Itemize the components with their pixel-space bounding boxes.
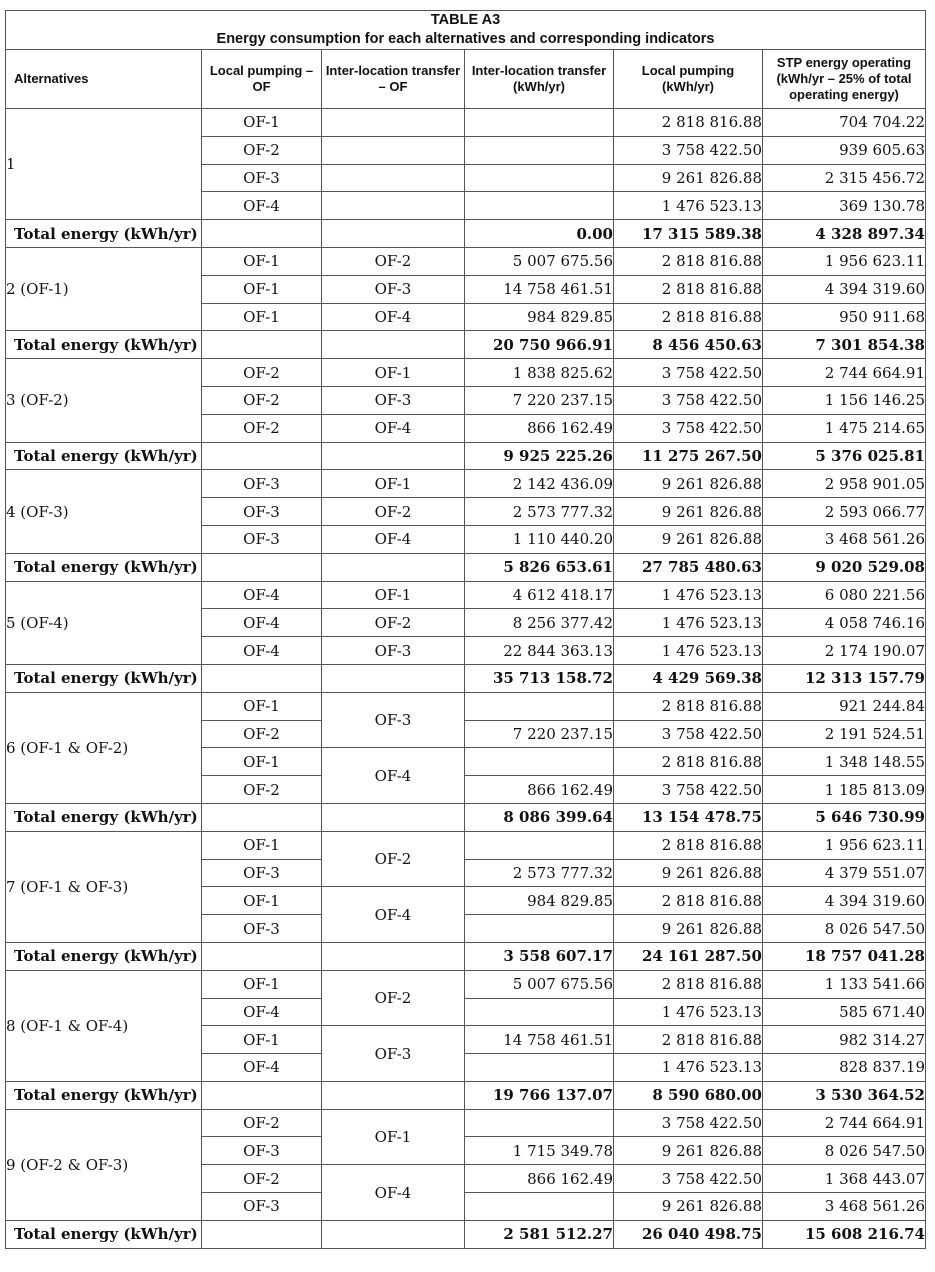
table-row: [6, 692, 926, 720]
stp-cell: 2 744 664.91: [763, 359, 926, 387]
total-label: Total energy (kWh/yr): [6, 553, 202, 581]
local-kwh-cell: 9 261 826.88: [614, 859, 763, 887]
local-kwh-cell: 2 818 816.88: [614, 831, 763, 859]
total-local-kwh-cell: 4 429 569.38: [614, 664, 763, 692]
local-pumping-of-cell: OF-1: [202, 275, 322, 303]
header-local-of: Local pumping – OF: [202, 50, 322, 109]
inter-kwh-cell: [465, 831, 614, 859]
total-local-kwh-cell: 8 456 450.63: [614, 331, 763, 359]
local-kwh-cell: 9 261 826.88: [614, 1193, 763, 1221]
total-inter-kwh-cell: 20 750 966.91: [465, 331, 614, 359]
local-kwh-cell: 1 476 523.13: [614, 192, 763, 220]
total-stp-cell: 12 313 157.79: [763, 664, 926, 692]
stp-cell: 2 958 901.05: [763, 470, 926, 498]
total-inter-kwh-cell: 0.00: [465, 220, 614, 248]
local-kwh-cell: 9 261 826.88: [614, 1137, 763, 1165]
total-local-kwh-cell: 11 275 267.50: [614, 442, 763, 470]
total-local-kwh-cell: 27 785 480.63: [614, 553, 763, 581]
inter-location-of-cell: OF-1: [322, 359, 465, 387]
alternative-cell: 2 (OF-1): [6, 247, 202, 330]
local-kwh-cell: 2 818 816.88: [614, 970, 763, 998]
inter-kwh-cell: 866 162.49: [465, 776, 614, 804]
inter-kwh-cell: 2 573 777.32: [465, 859, 614, 887]
inter-kwh-cell: 866 162.49: [465, 1165, 614, 1193]
total-stp-cell: 15 608 216.74: [763, 1220, 926, 1248]
inter-kwh-cell: 2 573 777.32: [465, 498, 614, 526]
stp-cell: 982 314.27: [763, 1026, 926, 1054]
total-stp-cell: 5 646 730.99: [763, 803, 926, 831]
local-kwh-cell: 2 818 816.88: [614, 109, 763, 137]
local-pumping-of-cell: OF-2: [202, 776, 322, 804]
local-kwh-cell: 2 818 816.88: [614, 303, 763, 331]
alternative-cell: 5 (OF-4): [6, 581, 202, 664]
stp-cell: 2 744 664.91: [763, 1109, 926, 1137]
empty-cell: [322, 942, 465, 970]
local-pumping-of-cell: OF-3: [202, 1193, 322, 1221]
inter-kwh-cell: 4 612 418.17: [465, 581, 614, 609]
stp-cell: 1 956 623.11: [763, 247, 926, 275]
inter-location-of-cell: OF-1: [322, 470, 465, 498]
inter-location-of-cell: OF-4: [322, 303, 465, 331]
local-kwh-cell: 9 261 826.88: [614, 525, 763, 553]
inter-location-of-cell: OF-4: [322, 414, 465, 442]
table-row: [6, 581, 926, 609]
inter-kwh-cell: [465, 192, 614, 220]
inter-kwh-cell: [465, 164, 614, 192]
total-row: [6, 664, 926, 692]
local-pumping-of-cell: OF-1: [202, 303, 322, 331]
table-caption: [6, 11, 926, 50]
total-label: Total energy (kWh/yr): [6, 803, 202, 831]
local-kwh-cell: 2 818 816.88: [614, 887, 763, 915]
stp-cell: 4 058 746.16: [763, 609, 926, 637]
total-label: Total energy (kWh/yr): [6, 1081, 202, 1109]
stp-cell: 369 130.78: [763, 192, 926, 220]
local-kwh-cell: 3 758 422.50: [614, 386, 763, 414]
inter-location-of-cell: OF-2: [322, 247, 465, 275]
total-inter-kwh-cell: 8 086 399.64: [465, 803, 614, 831]
local-pumping-of-cell: OF-3: [202, 164, 322, 192]
total-row: [6, 1220, 926, 1248]
inter-kwh-cell: 984 829.85: [465, 887, 614, 915]
inter-kwh-cell: [465, 1109, 614, 1137]
empty-cell: [202, 803, 322, 831]
inter-location-of-cell: [322, 136, 465, 164]
local-pumping-of-cell: OF-1: [202, 109, 322, 137]
local-kwh-cell: 2 818 816.88: [614, 692, 763, 720]
empty-cell: [202, 331, 322, 359]
total-inter-kwh-cell: 3 558 607.17: [465, 942, 614, 970]
table-row: [6, 359, 926, 387]
alternative-cell: 6 (OF-1 & OF-2): [6, 692, 202, 803]
inter-location-of-cell: OF-1: [322, 1109, 465, 1165]
stp-cell: 8 026 547.50: [763, 915, 926, 943]
total-stp-cell: 4 328 897.34: [763, 220, 926, 248]
inter-location-of-cell: [322, 192, 465, 220]
inter-location-of-cell: [322, 164, 465, 192]
inter-kwh-cell: 7 220 237.15: [465, 386, 614, 414]
inter-kwh-cell: [465, 915, 614, 943]
stp-cell: 4 394 319.60: [763, 275, 926, 303]
total-stp-cell: 3 530 364.52: [763, 1081, 926, 1109]
inter-kwh-cell: 5 007 675.56: [465, 247, 614, 275]
stp-cell: 828 837.19: [763, 1054, 926, 1082]
inter-location-of-cell: OF-3: [322, 692, 465, 748]
total-row: [6, 331, 926, 359]
total-stp-cell: 9 020 529.08: [763, 553, 926, 581]
inter-kwh-cell: 8 256 377.42: [465, 609, 614, 637]
local-pumping-of-cell: OF-2: [202, 359, 322, 387]
local-pumping-of-cell: OF-4: [202, 637, 322, 665]
local-pumping-of-cell: OF-1: [202, 748, 322, 776]
total-local-kwh-cell: 13 154 478.75: [614, 803, 763, 831]
inter-kwh-cell: 2 142 436.09: [465, 470, 614, 498]
alternative-cell: 9 (OF-2 & OF-3): [6, 1109, 202, 1220]
empty-cell: [322, 1081, 465, 1109]
empty-cell: [322, 553, 465, 581]
inter-location-of-cell: OF-4: [322, 748, 465, 804]
total-row: [6, 220, 926, 248]
local-pumping-of-cell: OF-3: [202, 1137, 322, 1165]
local-kwh-cell: 1 476 523.13: [614, 1054, 763, 1082]
inter-location-of-cell: OF-2: [322, 498, 465, 526]
local-pumping-of-cell: OF-2: [202, 386, 322, 414]
inter-location-of-cell: OF-4: [322, 887, 465, 943]
local-kwh-cell: 1 476 523.13: [614, 581, 763, 609]
inter-kwh-cell: 14 758 461.51: [465, 275, 614, 303]
stp-cell: 1 133 541.66: [763, 970, 926, 998]
empty-cell: [202, 553, 322, 581]
total-local-kwh-cell: 24 161 287.50: [614, 942, 763, 970]
local-kwh-cell: 9 261 826.88: [614, 164, 763, 192]
local-pumping-of-cell: OF-3: [202, 915, 322, 943]
local-pumping-of-cell: OF-2: [202, 720, 322, 748]
total-inter-kwh-cell: 5 826 653.61: [465, 553, 614, 581]
total-stp-cell: 5 376 025.81: [763, 442, 926, 470]
local-pumping-of-cell: OF-3: [202, 525, 322, 553]
table-row: [6, 470, 926, 498]
stp-cell: 8 026 547.50: [763, 1137, 926, 1165]
header-stp: STP energy operating (kWh/yr – 25% of total operating energy): [763, 50, 926, 109]
inter-location-of-cell: OF-3: [322, 1026, 465, 1082]
total-inter-kwh-cell: 2 581 512.27: [465, 1220, 614, 1248]
local-kwh-cell: 3 758 422.50: [614, 1165, 763, 1193]
empty-cell: [202, 1081, 322, 1109]
local-pumping-of-cell: OF-4: [202, 192, 322, 220]
empty-cell: [322, 1220, 465, 1248]
stp-cell: 921 244.84: [763, 692, 926, 720]
local-kwh-cell: 3 758 422.50: [614, 136, 763, 164]
stp-cell: 1 348 148.55: [763, 748, 926, 776]
local-kwh-cell: 2 818 816.88: [614, 247, 763, 275]
alternative-cell: 1: [6, 109, 202, 220]
inter-kwh-cell: [465, 1054, 614, 1082]
header-inter-kwh: Inter-location transfer (kWh/yr): [465, 50, 614, 109]
local-pumping-of-cell: OF-1: [202, 970, 322, 998]
alternative-cell: 7 (OF-1 & OF-3): [6, 831, 202, 942]
local-kwh-cell: 1 476 523.13: [614, 998, 763, 1026]
inter-kwh-cell: 1 110 440.20: [465, 525, 614, 553]
stp-cell: 2 315 456.72: [763, 164, 926, 192]
total-stp-cell: 7 301 854.38: [763, 331, 926, 359]
empty-cell: [202, 220, 322, 248]
alternative-cell: 8 (OF-1 & OF-4): [6, 970, 202, 1081]
empty-cell: [322, 331, 465, 359]
inter-location-of-cell: OF-3: [322, 637, 465, 665]
inter-kwh-cell: [465, 1193, 614, 1221]
stp-cell: 2 593 066.77: [763, 498, 926, 526]
local-pumping-of-cell: OF-4: [202, 609, 322, 637]
table-row: [6, 109, 926, 137]
empty-cell: [322, 803, 465, 831]
total-inter-kwh-cell: 19 766 137.07: [465, 1081, 614, 1109]
stp-cell: 2 191 524.51: [763, 720, 926, 748]
local-pumping-of-cell: OF-1: [202, 831, 322, 859]
stp-cell: 1 956 623.11: [763, 831, 926, 859]
header-alternatives: Alternatives: [6, 50, 202, 109]
local-pumping-of-cell: OF-2: [202, 414, 322, 442]
inter-kwh-cell: [465, 692, 614, 720]
inter-kwh-cell: [465, 998, 614, 1026]
stp-cell: 1 156 146.25: [763, 386, 926, 414]
local-pumping-of-cell: OF-1: [202, 1026, 322, 1054]
table-container: [5, 10, 925, 1249]
empty-cell: [202, 942, 322, 970]
local-pumping-of-cell: OF-1: [202, 247, 322, 275]
local-kwh-cell: 2 818 816.88: [614, 1026, 763, 1054]
total-row: [6, 553, 926, 581]
stp-cell: 4 394 319.60: [763, 887, 926, 915]
alternative-cell: 4 (OF-3): [6, 470, 202, 553]
stp-cell: 3 468 561.26: [763, 1193, 926, 1221]
inter-kwh-cell: 7 220 237.15: [465, 720, 614, 748]
total-row: [6, 1081, 926, 1109]
total-inter-kwh-cell: 35 713 158.72: [465, 664, 614, 692]
total-inter-kwh-cell: 9 925 225.26: [465, 442, 614, 470]
total-label: Total energy (kWh/yr): [6, 1220, 202, 1248]
local-kwh-cell: 9 261 826.88: [614, 915, 763, 943]
inter-location-of-cell: OF-2: [322, 970, 465, 1026]
stp-cell: 704 704.22: [763, 109, 926, 137]
local-kwh-cell: 3 758 422.50: [614, 414, 763, 442]
stp-cell: 2 174 190.07: [763, 637, 926, 665]
table-title: Energy consumption for each alternatives and corresponding indicators: [216, 31, 715, 47]
total-local-kwh-cell: 26 040 498.75: [614, 1220, 763, 1248]
stp-cell: 1 185 813.09: [763, 776, 926, 804]
empty-cell: [322, 220, 465, 248]
table-row: [6, 1109, 926, 1137]
header-local-kwh: Local pumping (kWh/yr): [614, 50, 763, 109]
local-kwh-cell: 9 261 826.88: [614, 470, 763, 498]
local-kwh-cell: 3 758 422.50: [614, 359, 763, 387]
local-pumping-of-cell: OF-2: [202, 1165, 322, 1193]
local-kwh-cell: 2 818 816.88: [614, 748, 763, 776]
energy-table: [5, 10, 926, 1249]
local-pumping-of-cell: OF-4: [202, 581, 322, 609]
local-kwh-cell: 2 818 816.88: [614, 275, 763, 303]
local-pumping-of-cell: OF-3: [202, 859, 322, 887]
table-label: TABLE A3: [430, 12, 501, 28]
inter-kwh-cell: 5 007 675.56: [465, 970, 614, 998]
local-kwh-cell: 3 758 422.50: [614, 776, 763, 804]
local-pumping-of-cell: OF-4: [202, 1054, 322, 1082]
inter-location-of-cell: OF-3: [322, 386, 465, 414]
stp-cell: 585 671.40: [763, 998, 926, 1026]
stp-cell: 939 605.63: [763, 136, 926, 164]
inter-kwh-cell: [465, 748, 614, 776]
stp-cell: 6 080 221.56: [763, 581, 926, 609]
stp-cell: 1 475 214.65: [763, 414, 926, 442]
local-pumping-of-cell: OF-3: [202, 498, 322, 526]
total-local-kwh-cell: 17 315 589.38: [614, 220, 763, 248]
local-kwh-cell: 9 261 826.88: [614, 498, 763, 526]
stp-cell: 4 379 551.07: [763, 859, 926, 887]
inter-kwh-cell: 984 829.85: [465, 303, 614, 331]
inter-location-of-cell: OF-2: [322, 831, 465, 887]
header-inter-of: Inter-location transfer – OF: [322, 50, 465, 109]
empty-cell: [202, 664, 322, 692]
inter-location-of-cell: OF-4: [322, 1165, 465, 1221]
local-kwh-cell: 1 476 523.13: [614, 609, 763, 637]
local-kwh-cell: 1 476 523.13: [614, 637, 763, 665]
local-kwh-cell: 3 758 422.50: [614, 720, 763, 748]
alternative-cell: 3 (OF-2): [6, 359, 202, 442]
local-pumping-of-cell: OF-3: [202, 470, 322, 498]
inter-kwh-cell: 22 844 363.13: [465, 637, 614, 665]
local-pumping-of-cell: OF-2: [202, 136, 322, 164]
inter-location-of-cell: OF-3: [322, 275, 465, 303]
inter-kwh-cell: 866 162.49: [465, 414, 614, 442]
inter-kwh-cell: 14 758 461.51: [465, 1026, 614, 1054]
inter-kwh-cell: [465, 109, 614, 137]
empty-cell: [322, 442, 465, 470]
inter-kwh-cell: 1 715 349.78: [465, 1137, 614, 1165]
header-row: [6, 50, 926, 109]
inter-kwh-cell: 1 838 825.62: [465, 359, 614, 387]
total-row: [6, 803, 926, 831]
table-row: [6, 970, 926, 998]
total-label: Total energy (kWh/yr): [6, 664, 202, 692]
table-row: [6, 831, 926, 859]
local-kwh-cell: 3 758 422.50: [614, 1109, 763, 1137]
empty-cell: [322, 664, 465, 692]
empty-cell: [202, 1220, 322, 1248]
stp-cell: 3 468 561.26: [763, 525, 926, 553]
total-label: Total energy (kWh/yr): [6, 331, 202, 359]
stp-cell: 1 368 443.07: [763, 1165, 926, 1193]
total-label: Total energy (kWh/yr): [6, 442, 202, 470]
inter-location-of-cell: OF-1: [322, 581, 465, 609]
table-body: [6, 109, 926, 1249]
total-row: [6, 442, 926, 470]
total-row: [6, 942, 926, 970]
inter-kwh-cell: [465, 136, 614, 164]
inter-location-of-cell: OF-2: [322, 609, 465, 637]
empty-cell: [202, 442, 322, 470]
total-local-kwh-cell: 8 590 680.00: [614, 1081, 763, 1109]
local-pumping-of-cell: OF-4: [202, 998, 322, 1026]
table-row: [6, 247, 926, 275]
stp-cell: 950 911.68: [763, 303, 926, 331]
inter-location-of-cell: [322, 109, 465, 137]
local-pumping-of-cell: OF-1: [202, 887, 322, 915]
total-label: Total energy (kWh/yr): [6, 220, 202, 248]
local-pumping-of-cell: OF-1: [202, 692, 322, 720]
total-stp-cell: 18 757 041.28: [763, 942, 926, 970]
inter-location-of-cell: OF-4: [322, 525, 465, 553]
local-pumping-of-cell: OF-2: [202, 1109, 322, 1137]
total-label: Total energy (kWh/yr): [6, 942, 202, 970]
